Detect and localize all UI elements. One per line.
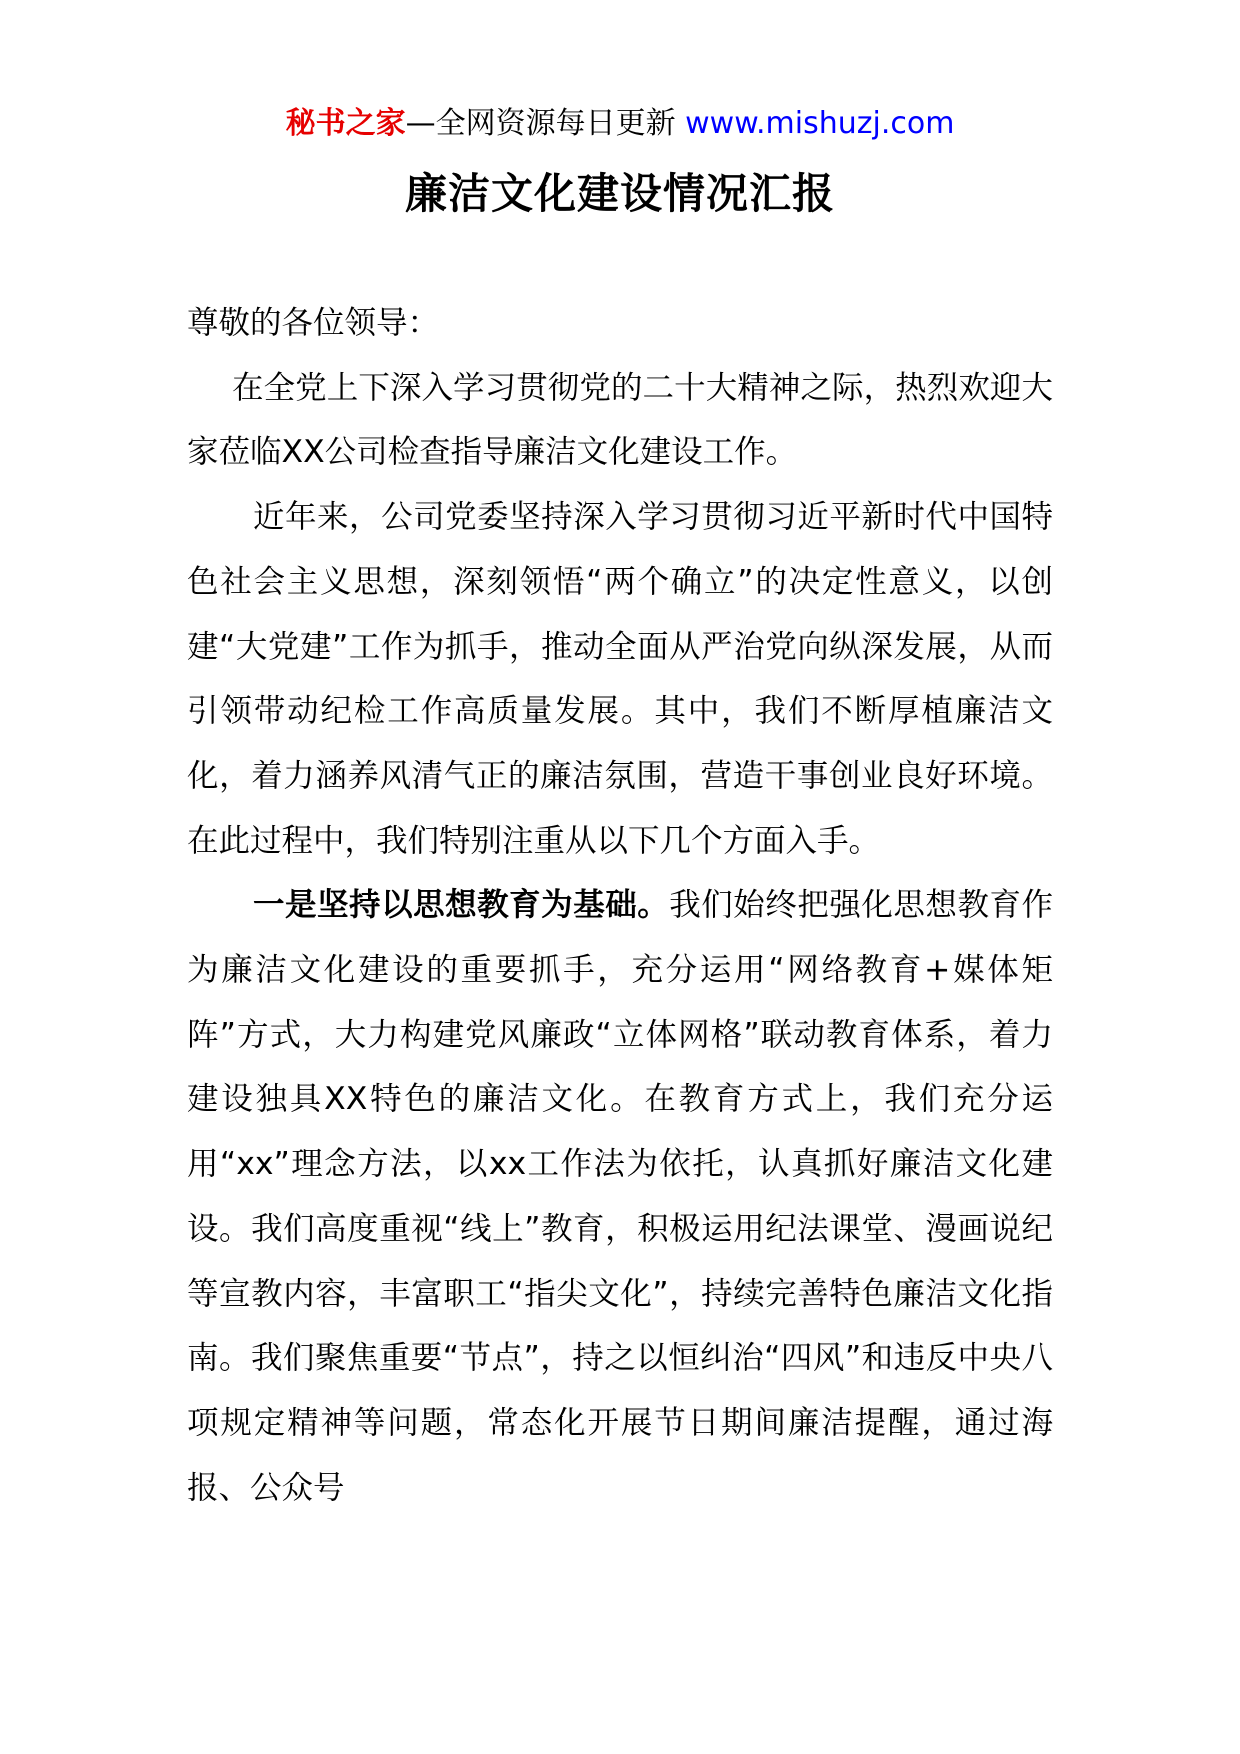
watermark-header (0, 100, 1240, 148)
header-site-link[interactable]: www.mishuzj.com (685, 106, 955, 141)
document-title: 廉洁文化建设情况汇报 (404, 169, 835, 218)
header-brand: 秘书之家 (285, 106, 406, 141)
paragraph-1: 在全党上下深入学习贯彻党的二十大精神之际，热烈欢迎大家莅临XX公司检查指导廉洁文化建设工作。 (187, 369, 1053, 471)
paragraph-3-lead: 一是坚持以思想教育为基础。 (253, 887, 670, 924)
paragraph-3-text: 我们始终把强化思想教育作为廉洁文化建设的重要抓手，充分运用“网络教育+媒体矩阵”方式，大力构建党风廉政“立体网格”联动教育体系，着力建设独具XX特色的廉洁文化。在教育方式上，我们充分运用“xx”理念方法，以xx工作法为依托，认真抓好廉洁文化建设。我们高度重视“线上”教育，积极运用纪法课堂、漫画说纪等宣教内容，丰富职工“指尖文化”，持续完善特色廉洁文化指南。我们聚焦重要“节点”，持之以恒纠治“四风”和违反中央八项规定精神等问题，常态化开展节日期间廉洁提醒，通过海报、公众号 (187, 887, 1053, 1506)
header-tagline: —全网资源每日更新 (405, 106, 686, 141)
greeting: 尊敬的各位领导： (187, 305, 440, 341)
paragraph-3 (187, 873, 1053, 1520)
document-body (187, 291, 1053, 1520)
paragraph-2: 近年来，公司党委坚持深入学习贯彻习近平新时代中国特色社会主义思想，深刻领悟“两个确立”的决定性意义，以创建“大党建”工作为抓手，推动全面从严治党向纵深发展，从而引领带动纪检工作高质量发展。其中，我们不断厚植廉洁文化，着力涵养风清气正的廉洁氛围，营造干事创业良好环境。在此过程中，我们特别注重从以下几个方面入手。 (187, 499, 1053, 859)
